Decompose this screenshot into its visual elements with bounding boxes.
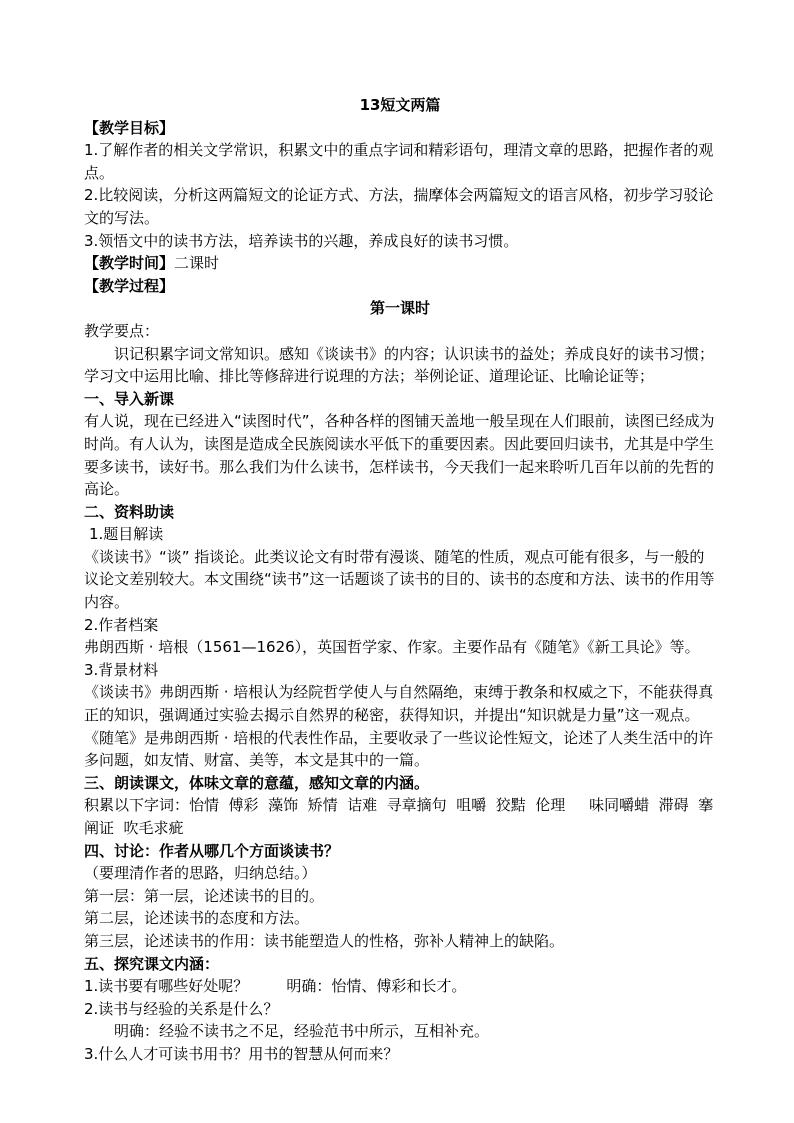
document-title: 13短文两篇 (359, 96, 441, 114)
section2-sub2-text: 弗朗西斯 · 培根（1561—1626），英国哲学家、作家。主要作品有《随笔》《新工具论》等。 (84, 638, 700, 657)
section5-a1: 明确：怡情、傅彩和长才。 (286, 977, 467, 996)
goal-2: 2.比较阅读，分析这两篇短文的论证方式、方法，揣摩体会两篇短文的语言风格，初步学习驳论文的写法。 (84, 186, 714, 227)
section5-q1-line (84, 975, 716, 998)
goals-heading: 【教学目标】 (84, 118, 175, 137)
goal-3: 3.领悟文中的读书方法，培养读书的兴趣，养成良好的读书习惯。 (84, 231, 519, 250)
section5-q3: 3.什么人才可读书用书？用书的智慧从何而来？ (84, 1044, 399, 1063)
section5-q1: 1.读书要有哪些好处呢？ (84, 977, 249, 996)
section4-layer2: 第二层，论述读书的态度和方法。 (84, 909, 310, 928)
time-value: 二课时 (174, 254, 220, 273)
section5-a2: 明确：经验不读书之不足，经验范书中所示，互相补充。 (114, 1022, 490, 1041)
section5-q2: 2.读书与经验的关系是什么？ (84, 999, 279, 1018)
key-points-text: 识记积累字词文常知识。感知《谈读书》的内容；认识读书的益处；养成良好的读书习惯；学习文中运用比喻、排比等修辞进行说理的方法；举例论证、道理论证、比喻论证等； (84, 344, 715, 386)
process-heading: 【教学过程】 (84, 276, 175, 295)
section2-sub2: 2.作者档案 (84, 615, 159, 634)
section4-note: （要理清作者的思路，归纳总结。） (84, 864, 317, 883)
section2-sub3: 3.背景材料 (84, 660, 159, 679)
section2-sub1: 1.题目解读 (89, 525, 164, 544)
section3-text: 积累以下字词：怡情 傅彩 藻饰 矫情 诘难 寻章摘句 咀嚼 狡黠 伦理 味同嚼蜡 滞碍 搴 阐证 吹毛求疵 (84, 796, 723, 837)
time-line (84, 252, 716, 275)
section5-heading: 五、探究课文内涵： (84, 954, 220, 973)
section4-layer3: 第三层，论述读书的作用：读书能塑造人的性格，弥补人精神上的缺陷。 (84, 931, 565, 950)
section3-heading: 三、朗读课文，体味文章的意蕴，感知文章的内涵。 (84, 773, 430, 792)
section2-sub1-text: 《谈读书》“谈” 指谈论。此类议论文有时带有漫谈、随笔的性质，观点可能有很多，与一般的议论文差别较大。本文围绕“读书”这一话题谈了读书的目的、读书的态度和方法、读书的作用等内容。 (84, 547, 715, 612)
time-heading: 【教学时间】 (84, 254, 175, 273)
section2-heading: 二、资料助读 (84, 502, 175, 521)
section2-sub3-text: 《谈读书》弗朗西斯 · 培根认为经院哲学使人与自然隔绝，束缚于教条和权威之下，不能获得真正的知识，强调通过实验去揭示自然界的秘密，获得知识，并提出“知识就是力量”这一观点。《随笔》是弗朗西斯 · 培根的代表性作品，主要收录了一些议论性短文，论述了人类生活中的许多问题，如友情、财富、美等，本文是其中的一篇。 (84, 683, 714, 770)
section1-text: 有人说，现在已经进入“读图时代”，各种各样的图铺天盖地一般呈现在人们眼前，读图已经成为时尚。有人认为，读图是造成全民族阅读水平低下的重要因素。因此要回归读书，尤其是中学生要多读书，读好书。那么我们为什么读书，怎样读书，今天我们一起来聆听几百年以前的先哲的高论。 (84, 412, 715, 499)
goal-1: 1.了解作者的相关文学常识，积累文中的重点字词和精彩语句，理清文章的思路，把握作者的观点。 (84, 141, 714, 182)
document-page (84, 94, 723, 1066)
lesson1-heading: 第一课时 (369, 299, 430, 318)
section4-heading: 四、讨论：作者从哪几个方面谈读书？ (84, 841, 340, 860)
section4-layer1: 第一层：第一层，论述读书的目的。 (84, 886, 325, 905)
section1-heading: 一、导入新课 (84, 389, 175, 408)
key-points-label: 教学要点： (84, 321, 160, 340)
